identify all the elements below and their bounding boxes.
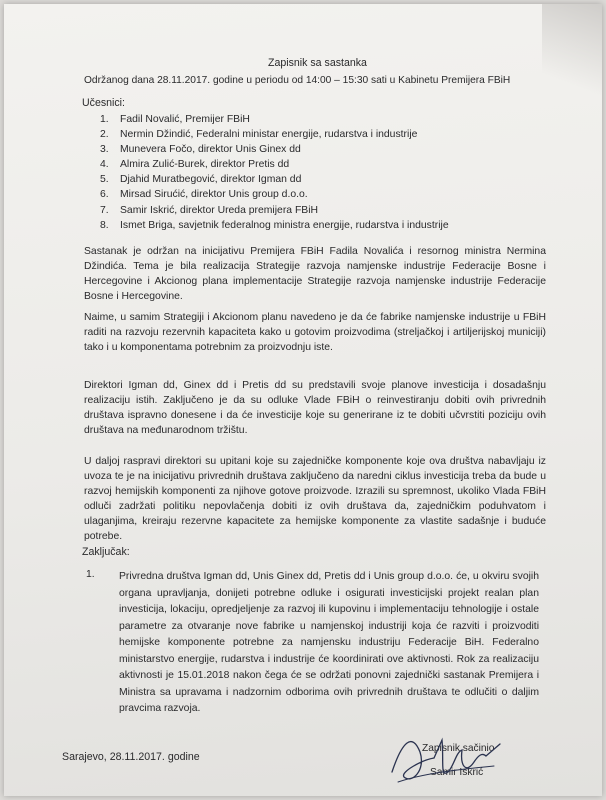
conclusion-number: 1. — [86, 569, 95, 580]
document-title: Zapisnik sa sastanka — [268, 57, 367, 69]
participants-list — [100, 114, 449, 235]
paragraph-directors-plans: Direktori Igman dd, Ginex dd i Pretis dd su predstavili svoje planove investicija i dosadašnju realizaciju istih. Zaključeno je da su odluke Vlade FBiH o reinvestiranju dobiti ovih privrednih društava ispravno donesene i da će investicije koje su generirane iz te dobiti učvrstiti poziciju ovih društava na međunarodnom tržištu. — [84, 380, 546, 436]
participant-item — [100, 114, 449, 129]
conclusion-label: Zaključak: — [82, 546, 130, 558]
handwritten-signature — [382, 722, 512, 794]
conclusion-text: Privredna društva Igman dd, Unis Ginex dd, Pretis dd i Unis group d.o.o. će, u okviru svojih organa upravljanja, donijeti potrebne odluke i osigurati investicijski projekt realan plan investicija, lokaciju, opredjeljenje za razvoj ili kupovinu i implementaciju tehnologije i ostale parametre za otvaranje nove fabrike u namjenskoj industriji koja će razviti i proizvoditi hemijske komponente potrebne za namjensku industriju Federacije BiH. Federalno ministarstvo energije, rudarstva i industrije će koordinirati ove aktivnosti. Rok za realizaciju aktivnosti je 15.01.2018 nakon čega će se održati ponovni zajednički sastanak Premijera i Ministra sa upravama i nadzornim odborima ovih privrednih društava te odlučiti o daljim pravcima razvoja. — [119, 571, 539, 714]
participant-item — [100, 129, 449, 144]
paragraph-discussion: U daljoj raspravi direktori su upitani koje su zajedničke komponente koje ova društva nabavljaju iz uvoza te je na inicijativu privrednih društava zaključeno da naredni ciklus investicija treba da bude u razvoj hemijskih komponenti za njihove gotove proizvode. Izrazili su spremnost, ukoliko Vlada FBiH odluči zadržati politiku nepovlačenja dobiti iz ovih društava da, zajedničkim poduhvatom i ulaganjima, kreiraju rezervne kapacitete za hemijske komponente za vlastite sadašnje i buduće potrebe. — [84, 456, 546, 542]
participant-item — [100, 174, 449, 189]
paragraph-strategy: Naime, u samim Strategiji i Akcionom planu navedeno je da će fabrike namjenske industrije u FBiH raditi na razvoju rezervnih kapaciteta kako u gotovim proizvodima (streljačkoj i artiljerijskoj municiji) tako i u komponentama potrebnim za proizvodnju iste. — [84, 312, 546, 353]
participant-text: Munevera Fočo, direktor Unis Ginex dd — [120, 144, 301, 156]
participant-number: 8. — [100, 219, 109, 231]
participant-number: 3. — [100, 144, 109, 156]
participant-number: 7. — [100, 204, 109, 216]
participant-number: 5. — [100, 174, 109, 186]
signer-label: Zapisnik sačinio — [422, 743, 495, 754]
participant-number: 4. — [100, 159, 109, 171]
participant-text: Nermin Džindić, Federalni ministar energije, rudarstva i industrije — [120, 129, 418, 141]
participant-text: Samir Iskrić, direktor Ureda premijera FBiH — [120, 204, 319, 216]
participant-text: Almira Zulić-Burek, direktor Pretis dd — [120, 159, 290, 171]
participant-text: Ismet Briga, savjetnik federalnog ministra energije, rudarstva i industrije — [120, 219, 449, 231]
participant-item — [100, 144, 449, 159]
participant-number: 1. — [100, 114, 109, 125]
participant-number: 2. — [100, 129, 109, 141]
participant-number: 6. — [100, 189, 109, 201]
participant-text: Djahid Muratbegović, direktor Igman dd — [120, 174, 302, 186]
signer-name: Samir Iskrić — [430, 767, 484, 778]
participants-label: Učesnici: — [82, 97, 125, 109]
participant-item — [100, 159, 449, 174]
participant-item — [100, 220, 449, 235]
meeting-meta-line: Održanog dana 28.11.2017. godine u periodu od 14:00 – 15:30 sati u Kabinetu Premijera FBiH — [84, 75, 511, 86]
participant-item — [100, 189, 449, 204]
place-date: Sarajevo, 28.11.2017. godine — [62, 751, 200, 763]
paragraph-meeting-topic: Sastanak je održan na inicijativu Premijera FBiH Fadila Novalića i resornog ministra Nermina Džindića. Tema je bila realizacija Strategije razvoja namjenske industrije Federacije Bosne i Hercegovine i Akcionog plana implementacije Strategije razvoja namjenske industrije Federacije Bosne i Hercegovine. — [84, 246, 546, 302]
document-page — [4, 4, 602, 796]
participant-text: Fadil Novalić, Premijer FBiH — [120, 114, 250, 125]
participant-text: Mirsad Sirućić, direktor Unis group d.o.o. — [120, 189, 308, 201]
participant-item — [100, 205, 449, 220]
page-fold-shadow — [542, 4, 602, 114]
